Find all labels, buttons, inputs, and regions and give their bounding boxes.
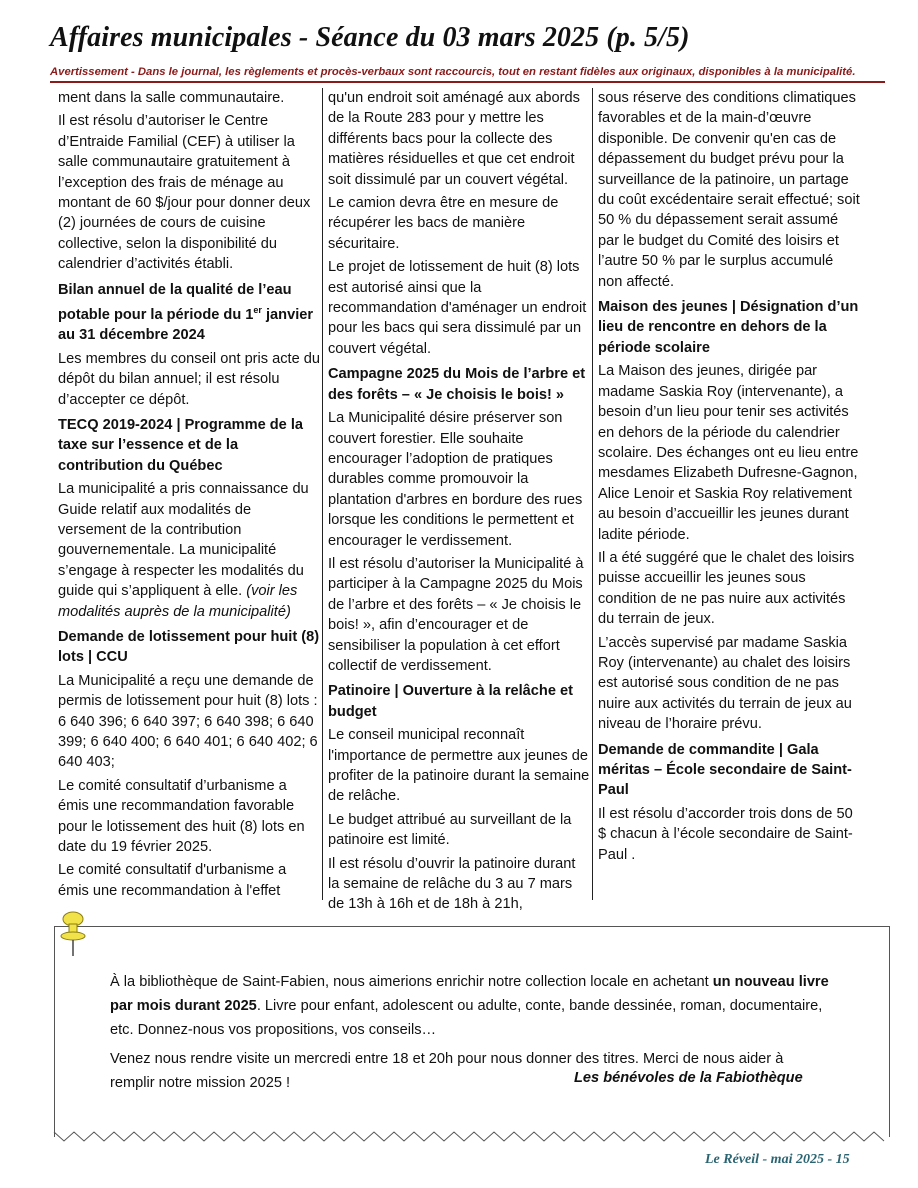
section-heading-tecq: TECQ 2019-2024 | Programme de la taxe sur l’essence et de la contribution du Québec [58, 416, 303, 474]
section-heading-skating-rink: Patinoire | Ouverture à la relâche et budget [328, 683, 573, 720]
paragraph: Il est résolu d’autoriser le Centre d’Entraide Familial (CEF) à utiliser la salle communautaire gratuitement à l’exception des frais de ménage au montant de 60 $/jour pour donner deux (2) journées de cours de cuisine collective, selon la disponibilité du calendrier d’activités établi. [58, 113, 311, 273]
highlight-text: un nouveau livre par mois durant 2025 [110, 974, 829, 1014]
notice-signature: Les bénévoles de la Fabiothèque [574, 1070, 803, 1086]
paragraph: À la bibliothèque de Saint-Fabien, nous aimerions enrichir notre collection locale en achetant un nouveau livre par mois durant 2025. Livre pour enfant, adolescent ou adulte, conte, bande dessinée, roman, documentaire, etc. Donnez-nous vos propositions, vos conseils… [110, 974, 829, 1038]
paragraph: La Municipalité a reçu une demande de permis de lotissement pour huit (8) lots : 6 640 396; 6 640 397; 6 640 398; 6 640 399; 6 640 400; 6 640 401; 6 640 402; 6 640 403; [58, 672, 318, 771]
section-heading-youth-house: Maison des jeunes | Désignation d’un lieu de rencontre en dehors de la période scolaire [598, 299, 859, 356]
column-1 [58, 88, 320, 900]
paragraph: Le projet de lotissement de huit (8) lots est autorisé ainsi que la recommandation d'aménager un endroit pour les bacs qui sera dissimulé par un couvert végétal. [328, 259, 587, 357]
pushpin-icon [57, 910, 89, 958]
paragraph: Le conseil municipal reconnaît l'importance de permettre aux jeunes de profiter de la patinoire durant la semaine de relâche. [328, 727, 590, 805]
paragraph: Il est résolu d’autoriser la Municipalité à participer à la Campagne 2025 du Mois de l’arbre et des forêts – « Je choisis le bois! », afin d’encourager et de sensibiliser la population à cet effort collectif de verdissement. [328, 555, 584, 674]
disclaimer-text: Avertissement - Dans le journal, les règlements et procès-verbaux sont raccourcis, tout en restant fidèles aux originaux, disponibles à la municipalité. [50, 66, 856, 78]
paragraph: Le budget attribué au surveillant de la patinoire est limité. [328, 811, 572, 849]
paragraph: Il est résolu d’accorder trois dons de 50 $ chacun à l’école secondaire de Saint-Paul . [598, 805, 853, 863]
paragraph: Les membres du conseil ont pris acte du dépôt du bilan annuel; il est résolu d’accepter ce dépôt. [58, 350, 321, 408]
paragraph: sous réserve des conditions climatiques favorables et de la main-d’œuvre disponible. De convenir qu'en cas de dépassement du budget prévu pour la surveillance de la patinoire, un partage du coût excédentaire serait effectué; soit 50 % du dépassement serait assumé par le budget du Comité des loisirs et l’autre 50 % par le surplus accumulé non affecté. [598, 90, 860, 290]
column-divider [322, 88, 323, 900]
paragraph: Le comité consultatif d’urbanisme a émis une recommandation favorable pour le lotissement des huit (8) lots en date du 19 février 2025. [58, 777, 305, 856]
paragraph: La Maison des jeunes, dirigée par madame Saskia Roy (intervenante), a besoin d’un lieu pour tenir ses activités en dehors de la période du calendrier scolaire. Des échanges ont eu lieu entre mesdames Elizabeth Dufresne-Gagnon, Alice Lenoir et Saskia Roy relativement au besoin d’accueillir les jeunes durant ladite période. [598, 363, 859, 543]
header-divider [50, 81, 885, 83]
italic-note: (voir les modalités auprès de la municipalité) [58, 583, 298, 620]
page-footer: Le Réveil - mai 2025 - 15 [705, 1152, 850, 1167]
section-heading-water-quality: Bilan annuel de la qualité de l’eau potable pour la période du 1er janvier au 31 décembre 2024 [58, 281, 314, 344]
paragraph: Le camion devra être en mesure de récupérer les bacs de manière sécuritaire. [328, 195, 559, 252]
paragraph: La Municipalité désire préserver son couvert forestier. Elle souhaite encourager l’adoption de pratiques durables comme promouvoir la plantation d'arbres en bordure des rues lorsque les conditions le permettent et encourager le verdissement. [328, 410, 583, 549]
paragraph: qu'un endroit soit aménagé aux abords de la Route 283 pour y mettre les différents bacs pour la collecte des matières résiduelles et que cet endroit soit dissimulé par un couvert végétal. [328, 90, 580, 188]
section-heading-sponsorship: Demande de commandite | Gala méritas – École secondaire de Saint-Paul [598, 741, 852, 799]
paragraph: La municipalité a pris connaissance du Guide relatif aux modalités de versement de la contribution gouvernementale. La municipalité s’engage à respecter les modalités du guide qui s’appliquent à elle. (voir les modalités auprès de la municipalité) [58, 481, 309, 620]
page-title: Affaires municipales - Séance du 03 mars 2025 (p. 5/5) [50, 22, 690, 53]
paragraph: Il est résolu d’ouvrir la patinoire durant la semaine de relâche du 3 au 7 mars de 13h à 16h et de 18h à 21h, [328, 855, 576, 913]
paragraph: L’accès supervisé par madame Saskia Roy (intervenante) au chalet des loisirs est autorisé sous condition de ne pas nuire aux activités du terrain de jeux au niveau de l’horaire prévu. [598, 634, 852, 733]
paragraph: ment dans la salle communautaire. [58, 90, 285, 106]
paragraph: Venez nous rendre visite un mercredi entre 18 et 20h pour nous donner des titres. Merci de nous aider à remplir notre mission 2025 ! [110, 1051, 784, 1091]
column-3 [598, 88, 860, 900]
section-heading-subdivision: Demande de lotissement pour huit (8) lots | CCU [58, 629, 320, 666]
article-columns [50, 88, 860, 913]
section-heading-tree-month: Campagne 2025 du Mois de l’arbre et des forêts – « Je choisis le bois! » [328, 366, 586, 403]
paragraph: Le comité consultatif d'urbanisme a émis une recommandation à l'effet [58, 862, 287, 899]
torn-edge-border [54, 1130, 890, 1144]
paragraph: Il a été suggéré que le chalet des loisirs puisse accueillir les jeunes sous condition de ne pas nuire aux activités du terrain de jeux. [598, 549, 855, 628]
column-divider [592, 88, 593, 900]
column-2 [328, 88, 590, 913]
